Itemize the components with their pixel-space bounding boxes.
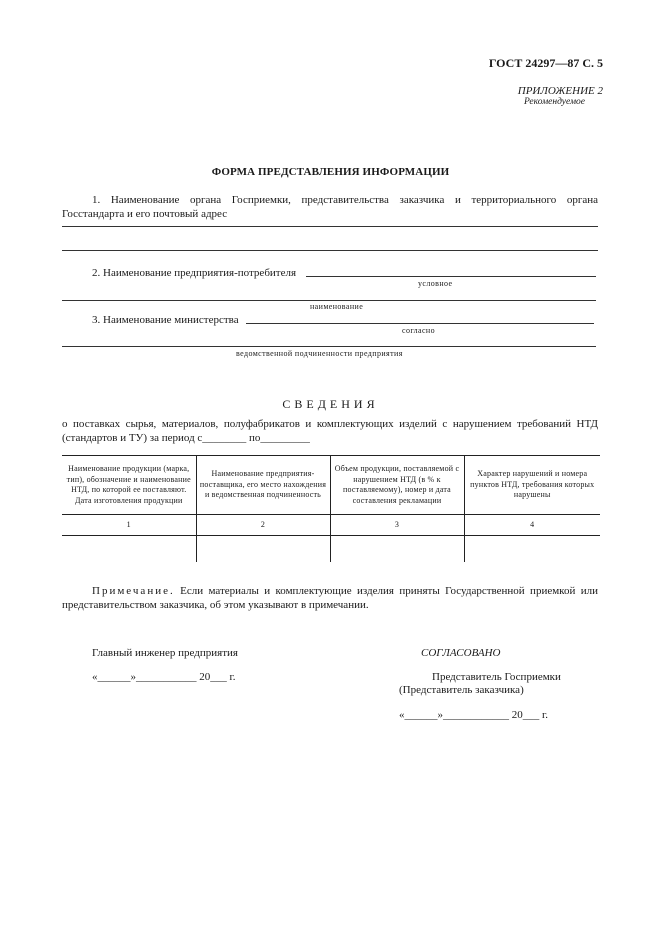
item-2-label-conditional: условное <box>418 279 453 288</box>
item-3-subordination-line[interactable] <box>62 346 596 347</box>
note-paragraph <box>62 584 598 612</box>
item-3-blank-line[interactable] <box>246 323 594 324</box>
date-line-left[interactable]: «______»___________ 20___ г. <box>92 671 236 683</box>
svedeniya-description: о поставках сырья, материалов, полуфабрикатов и комплектующих изделий с нарушением требований НТД (стандартов и ТУ) за период с________ по_________ <box>62 418 598 444</box>
standard-code: ГОСТ 24297—87 С. 5 <box>488 56 603 70</box>
table-column-number: 3 <box>330 515 464 536</box>
table-cell[interactable] <box>464 536 600 563</box>
table-header-cell: Характер нарушений и номера пунктов НТД, требования которых нарушены <box>464 456 600 515</box>
table-header-cell: Объем продукции, поставляемой с нарушением НТД (в % к поставляемому), номер и дата составления рекламации <box>330 456 464 515</box>
table-header-cell: Наименование продукции (марка, тип), обозначение и наименование НТД, по которой ее поставляют. Дата изготовления продукции <box>62 456 196 515</box>
table-number-row <box>62 515 600 536</box>
table-cell[interactable] <box>62 536 196 563</box>
representative-alt-label: (Представитель заказчика) <box>399 684 524 696</box>
table-column-number: 4 <box>464 515 600 536</box>
date-line-right[interactable]: «______»____________ 20___ г. <box>399 709 549 721</box>
table-cell[interactable] <box>196 536 330 563</box>
appendix-label: ПРИЛОЖЕНИЕ 2 <box>517 85 603 97</box>
item-3-label-subordination: ведомственной подчиненности предприятия <box>236 349 403 358</box>
table-header-cell: Наименование предприятия-поставщика, его место нахождения и ведомственная подчиненность <box>196 456 330 515</box>
form-title: ФОРМА ПРЕДСТАВЛЕНИЯ ИНФОРМАЦИИ <box>211 166 450 178</box>
item-1-text: 1. Наименование органа Госприемки, представительства заказчика и территориального органа Госстандарта и его почтовый адрес <box>62 194 598 220</box>
table-row[interactable] <box>62 536 600 563</box>
representative-label: Представитель Госприемки <box>432 671 561 683</box>
supply-violations-table <box>62 455 600 562</box>
item-1-blank-line-1[interactable] <box>62 226 598 227</box>
table-header-row <box>62 456 600 515</box>
approved-label: СОГЛАСОВАНО <box>421 647 501 659</box>
appendix-type: Рекомендуемое <box>523 97 585 107</box>
chief-engineer-label: Главный инженер предприятия <box>92 647 238 659</box>
table-cell[interactable] <box>330 536 464 563</box>
item-3-label-according: согласно <box>402 326 436 335</box>
item-2-text: 2. Наименование предприятия-потребителя <box>92 267 297 279</box>
svedeniya-title: СВЕДЕНИЯ <box>282 397 379 411</box>
item-3-text: 3. Наименование министерства <box>92 314 239 326</box>
note-text: Если материалы и комплектующие изделия приняты Государственной приемкой или представительством заказчика, об этом указывают в примечании. <box>62 585 598 611</box>
table-column-number: 2 <box>196 515 330 536</box>
item-2-label-name: наименование <box>310 302 364 311</box>
table-column-number: 1 <box>62 515 196 536</box>
item-2-name-line[interactable] <box>62 300 596 301</box>
note-label: Примечание. <box>92 585 175 597</box>
item-2-blank-line[interactable] <box>306 276 596 277</box>
item-1-blank-line-2[interactable] <box>62 250 598 251</box>
